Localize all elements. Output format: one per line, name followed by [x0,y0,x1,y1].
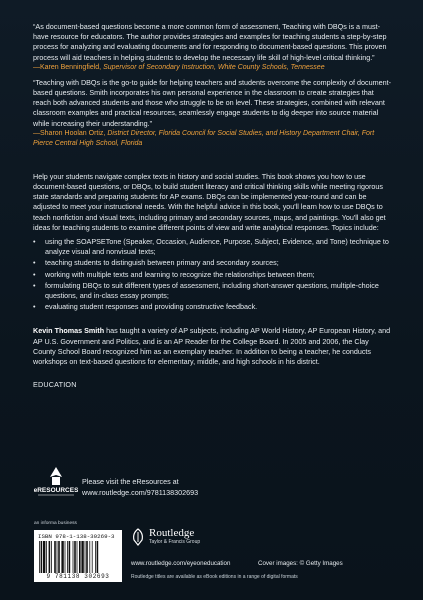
eresources-badge-icon [34,465,78,505]
author-name: Kevin Thomas Smith [33,326,105,336]
author-bio-text: has taught a variety of AP subjects, including AP World History, AP European History, and AP U.S. Government and Politics, and is an AP Reader for the College Board. In 2005 and 2006, the Clay County School Board recognized him as an exemplary teacher. In addition to being a teacher, he conducts workshops on text-based questions for elementary, middle, and high schools in his district. [33,326,391,367]
endorsement-1-text: “As document-based questions become a more common form of assessment, Teaching with DBQs is a must-have resource for educators. The author provides strategies and examples for teaching students a step-by-step process for analyzing and evaluating documents and for responding to document-based questions. This proven process will aid teachers in helping students to develop the necessary life skill of high-level critical thinking.” [33,22,387,62]
barcode-digits: 9 781138 302693 [46,573,110,580]
eresources-text [82,477,198,498]
topic-item: • evaluating student responses and providing constructive feedback. [33,302,393,312]
book-description: Help your students navigate complex texts in history and social studies. This book shows you how to use document-based questions, or DBQs, to build student literacy and critical thinking skills while meeting rigorous state standards and preparing students for AP exams. DBQs can be implemented year-round and can be adjusted to meet your instructional needs. With the helpful advice in this book, you'll learn how to use DBQs to teach nonfiction and visual texts, including primary and secondary sources, maps, and paintings. You'll also get ideas for teaching students to examine different points of view and write analytical responses. Topics include: [33,171,386,232]
eresources-link[interactable]: www.routledge.com/9781138302693 [82,487,199,497]
publisher-name: Routledge [149,527,195,539]
category-label: EDUCATION [33,380,77,390]
endorsement-1-attribution [33,63,393,73]
topic-item: • formulating DBQs to suit different types of assessment, including short-answer questions, multiple-choice questions, and in-class essay prompts; [33,281,393,301]
endorsement-2-text: “Teaching with DBQs is the go-to guide for helping teachers and students overcome the complexity of document-based questions. Smith incorporates his own personal experience in the classroom to create strategies that reach both advanced students and those who struggle to be on level. These strategies, combined with relevant classroom examples and practical resources, seamlessly engage students to dig deeper into source material while increasing their understanding.” [33,77,391,128]
back-cover-text [33,22,393,389]
topic-item: • using the SOAPSETone (Speaker, Occasion, Audience, Purpose, Subject, Evidence, and Tone) technique to analyze visual and nonvisual texts; [33,237,393,257]
topics-list [33,237,393,312]
topic-item: • teaching students to distinguish between primary and secondary sources; [33,258,393,268]
endorsement-2-author: —Sharon Hoolan Ortiz, [33,129,106,137]
endorsement-2-attribution [33,129,393,149]
endorsement-1 [33,22,393,73]
endorsement-2-role: District Director, Florida Council for Social Studies, and History Department Chair, Fort Pierce Central High School, Florida [33,129,375,147]
endorsement-2 [33,78,393,149]
barcode-panel [34,530,122,582]
topic-item: • working with multiple texts and learning to recognize the relationships between them; [33,270,393,280]
endorsement-1-role: Supervisor of Secondary Instruction, White County Schools, Tennessee [103,63,325,71]
informa-tagline: an informa business [34,521,77,526]
isbn-number: ISBN 978-1-138-30269-3 [38,533,115,540]
routledge-logo-icon [131,528,145,546]
publisher-website[interactable]: www.routledge.com/eyeoneducation [131,560,231,567]
barcode-icon [38,541,118,573]
eresources-badge-label: eRESOURCES [34,487,78,494]
divider [33,154,393,172]
eresources-badge [34,465,78,505]
endorsement-1-author: —Karen Benningfield, [33,63,102,71]
eresources-line1: Please visit the eResources at [82,477,179,486]
cover-image-credit: Cover images: © Getty Images [258,560,343,567]
author-bio [33,326,393,367]
ebook-footer: Routledge titles are available as eBook editions in a range of digital formats [131,574,298,580]
publisher-subtitle: Taylor & Francis Group [149,539,201,545]
